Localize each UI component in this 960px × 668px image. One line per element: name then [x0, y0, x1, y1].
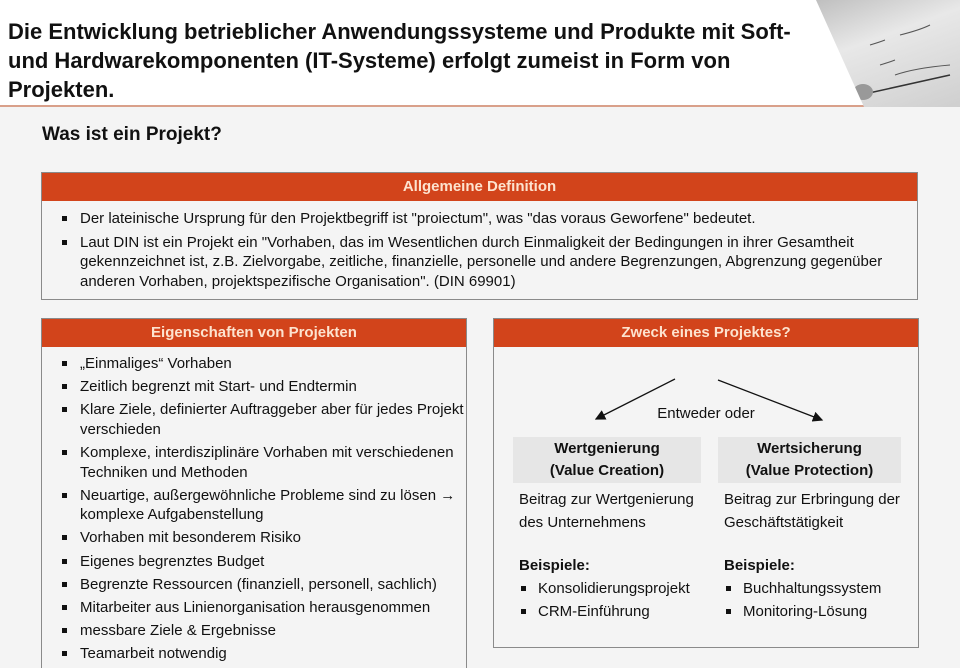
list-item: Konsolidierungsprojekt — [513, 577, 701, 600]
column-title — [718, 437, 901, 483]
examples-label: Beispiele: — [724, 557, 795, 574]
column-title — [513, 437, 701, 483]
list-item: CRM-Einführung — [513, 600, 701, 623]
properties-header: Eigenschaften von Projekten — [42, 319, 466, 347]
list-item: „Einmaliges“ Vorhaben — [42, 354, 466, 374]
list-item: Teamarbeit notwendig — [42, 644, 466, 664]
whiteboard-sketch-icon — [800, 0, 960, 107]
list-item: Mitarbeiter aus Linienorganisation herausgenommen — [42, 598, 466, 618]
value-protection-column — [718, 437, 901, 623]
column-title-line: Wertgenierung — [554, 440, 660, 457]
column-title-line: (Value Protection) — [745, 462, 874, 479]
list-item: Komplexe, interdisziplinäre Vorhaben mit verschiedenen Techniken und Methoden — [42, 443, 466, 482]
section-heading: Was ist ein Projekt? — [42, 124, 222, 145]
title-bar — [0, 0, 960, 107]
list-item: messbare Ziele & Ergebnisse — [42, 621, 466, 641]
list-item: Vorhaben mit besonderem Risiko — [42, 528, 466, 548]
list-item: Begrenzte Ressourcen (finanziell, personell, sachlich) — [42, 575, 466, 595]
list-item: Eigenes begrenztes Budget — [42, 552, 466, 572]
list-item: Monitoring-Lösung — [718, 600, 901, 623]
properties-box — [41, 318, 467, 668]
list-item: Der lateinische Ursprung für den Projektbegriff ist "proiectum", was "das voraus Geworfene" bedeutet. — [42, 209, 917, 229]
purpose-header: Zweck eines Projektes? — [494, 319, 918, 347]
column-title-line: (Value Creation) — [549, 462, 665, 479]
column-description: Beitrag zur Erbringung der Geschäftstätigkeit — [724, 491, 900, 531]
definition-box — [41, 172, 918, 300]
either-or-label: Entweder oder — [657, 405, 755, 422]
page-title: Die Entwicklung betrieblicher Anwendungssysteme und Produkte mit Soft- und Hardwarekomponenten (IT-Systeme) erfolgt zumeist in Form von Projekten. — [8, 19, 791, 102]
definition-header: Allgemeine Definition — [42, 173, 917, 201]
whiteboard-photo — [800, 0, 960, 107]
list-item: Neuartige, außergewöhnliche Probleme sind zu lösen → komplexe Aufgabenstellung — [42, 486, 466, 525]
list-item: Klare Ziele, definierter Auftraggeber aber für jedes Projekt verschieden — [42, 400, 466, 439]
examples-label: Beispiele: — [519, 557, 590, 574]
list-item: Buchhaltungssystem — [718, 577, 901, 600]
value-creation-column — [513, 437, 701, 623]
list-item: Zeitlich begrenzt mit Start- und Endtermin — [42, 377, 466, 397]
column-description: Beitrag zur Wertgenierung des Unternehmens — [519, 491, 694, 531]
purpose-box — [493, 318, 919, 648]
column-title-line: Wertsicherung — [757, 440, 862, 457]
list-item: Laut DIN ist ein Projekt ein "Vorhaben, das im Wesentlichen durch Einmaligkeit der Bedingungen in ihrer Gesamtheit gekennzeichnet ist, z.B. Zielvorgabe, zeitliche, finanzielle, personelle und andere Begrenzungen, Abgrenzung gegenüber anderen Vorhaben, projektspezifische Organisation". (DIN 69901) — [42, 233, 917, 292]
